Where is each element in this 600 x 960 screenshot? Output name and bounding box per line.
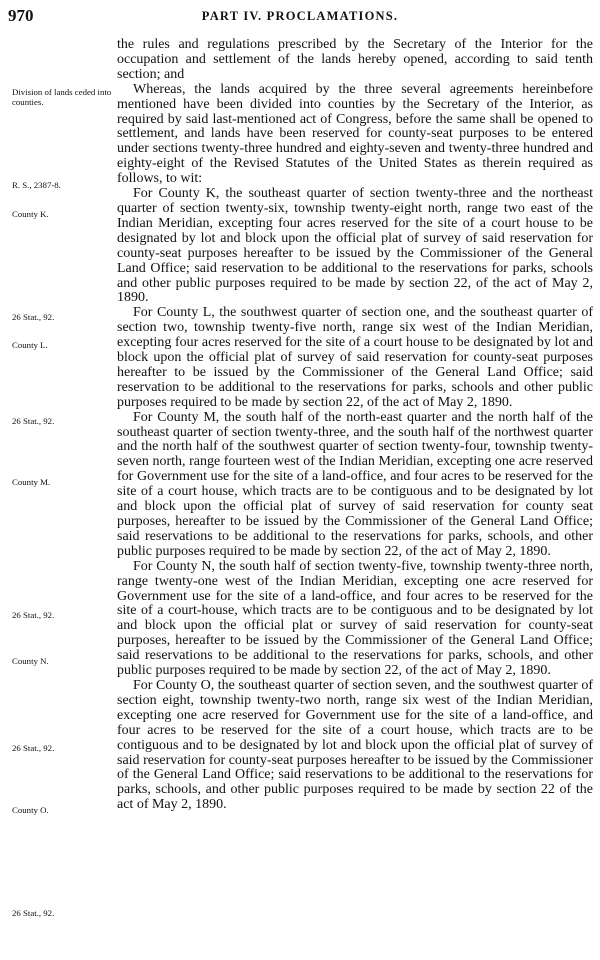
paragraph-whereas: Whereas, the lands acquired by the three several agreements hereinbefore mentioned have been divided into counties by the Secretary of the Interior, as required by said last-mentioned act of Congress, before the same shall be opened to settlement, and lands have been reserved for county-seat purposes to be entered under sections twenty-three hundred and eighty-seven and twenty-three hundred and eighty-eight of the Revised Statutes of the United States as therein required as follows, to wit:: [117, 81, 593, 187]
paragraph-county-k: For County K, the southeast quarter of section twenty-three and the northeast quarter of section twenty-six, township twenty-eight north, range two east of the Indian Meridian, excepting four acres reserved for the site of a court house to be designated by lot and block upon the official plat of survey of said reservation for county-seat purposes hereafter to be issued by the Commissioner of the General Land Office; said reservation to be additional to the reservations for parks, schools and other public purposes required to be made by section 22, of the act of May 2, 1890.: [117, 186, 593, 306]
body-text: [117, 38, 593, 813]
margin-note-division-of-lands: Division of lands ceded into counties.: [12, 87, 112, 107]
margin-note-rs-2387: R. S., 2387-8.: [12, 180, 61, 190]
paragraph-county-o: For County O, the southeast quarter of section seven, and the southwest quarter of section eight, township twenty-two north, range six west of the Indian Meridian, excepting one acre reserved for Government use for the site of a land-office, and four acres to be reserved for the site of a court house, which tracts are to be contiguous and to be designated by lot and block upon the official plat of survey of said reservation for county-seat purposes hereafter to be issued by the Commissioner of the General Land Office; said reservations to be additional to the reservations for parks, schools, and other public purposes required to be made by section 22 of the act of May 2, 1890.: [117, 677, 593, 813]
paragraph-continuation: the rules and regulations prescribed by the Secretary of the Interior for the occupation and settlement of the lands hereby opened, according to said tenth section; and: [117, 37, 593, 82]
margin-note-26-stat-o: 26 Stat., 92.: [12, 908, 55, 918]
margin-note-county-k: County K.: [12, 209, 49, 219]
page-number: 970: [8, 6, 34, 25]
paragraph-county-l: For County L, the southwest quarter of section one, and the southeast quarter of section two, township twenty-five north, range six west of the Indian Meridian, excepting four acres reserved for the site of a court house to be designated by lot and block upon the official plat of survey of said reservation for county-seat purposes hereafter to be issued by the Commissioner of the General Land Office; said reservation to be additional to the reservations for parks, schools and other public purposes required to be made by section 22, of the act of May 2, 1890.: [117, 305, 593, 410]
margin-note-26-stat-k: 26 Stat., 92.: [12, 312, 55, 322]
paragraph-county-n: For County N, the south half of section twenty-five, township twenty-three north, range twenty-one west of the Indian Meridian, excepting one acre reserved for Government use for the site of a land-office, and four acres to be reserved for the site of a court-house, which tracts are to be contiguous and to be designated by lot and block upon the official plat or survey of said reservation for county-seat purposes, hereafter to be issued by the Commissioner of the General Land Office; said reservations to be additional to the reservations for parks, schools, and other public purposes required to be made by section 22, of the act of May 2, 1890.: [117, 558, 593, 679]
margin-note-county-n: County N.: [12, 656, 49, 666]
margin-note-26-stat-m: 26 Stat., 92.: [12, 610, 55, 620]
running-head: PART IV. PROCLAMATIONS.: [201, 9, 399, 23]
page-header: [0, 6, 600, 28]
margin-note-county-o: County O.: [12, 805, 49, 815]
margin-note-26-stat-l: 26 Stat., 92.: [12, 416, 55, 426]
margin-note-county-m: County M.: [12, 477, 51, 487]
paragraph-county-m: For County M, the south half of the north-east quarter and the north half of the southeast quarter of section twenty-three, and the south half of the northwest quarter and the north half of the southwest quarter of section twenty-four, township twenty-seven north, range fourteen west of the Indian Meridian, excepting one acre reserved for Government use for the site of a land-office, and four acres to be reserved for the site of a court house, which tracts are to be contiguous and to be designated by lot and block upon the official plat of survey of said reservation for county seat purposes, hereafter to be issued by the Commissioner of the General Land Office; said reservations to be additional to the reservations for parks, schools, and other public purposes required to be made by section 22, of the act of May 2, 1890.: [117, 409, 593, 559]
margin-note-26-stat-n: 26 Stat., 92.: [12, 743, 55, 753]
margin-note-county-l: County L.: [12, 340, 48, 350]
